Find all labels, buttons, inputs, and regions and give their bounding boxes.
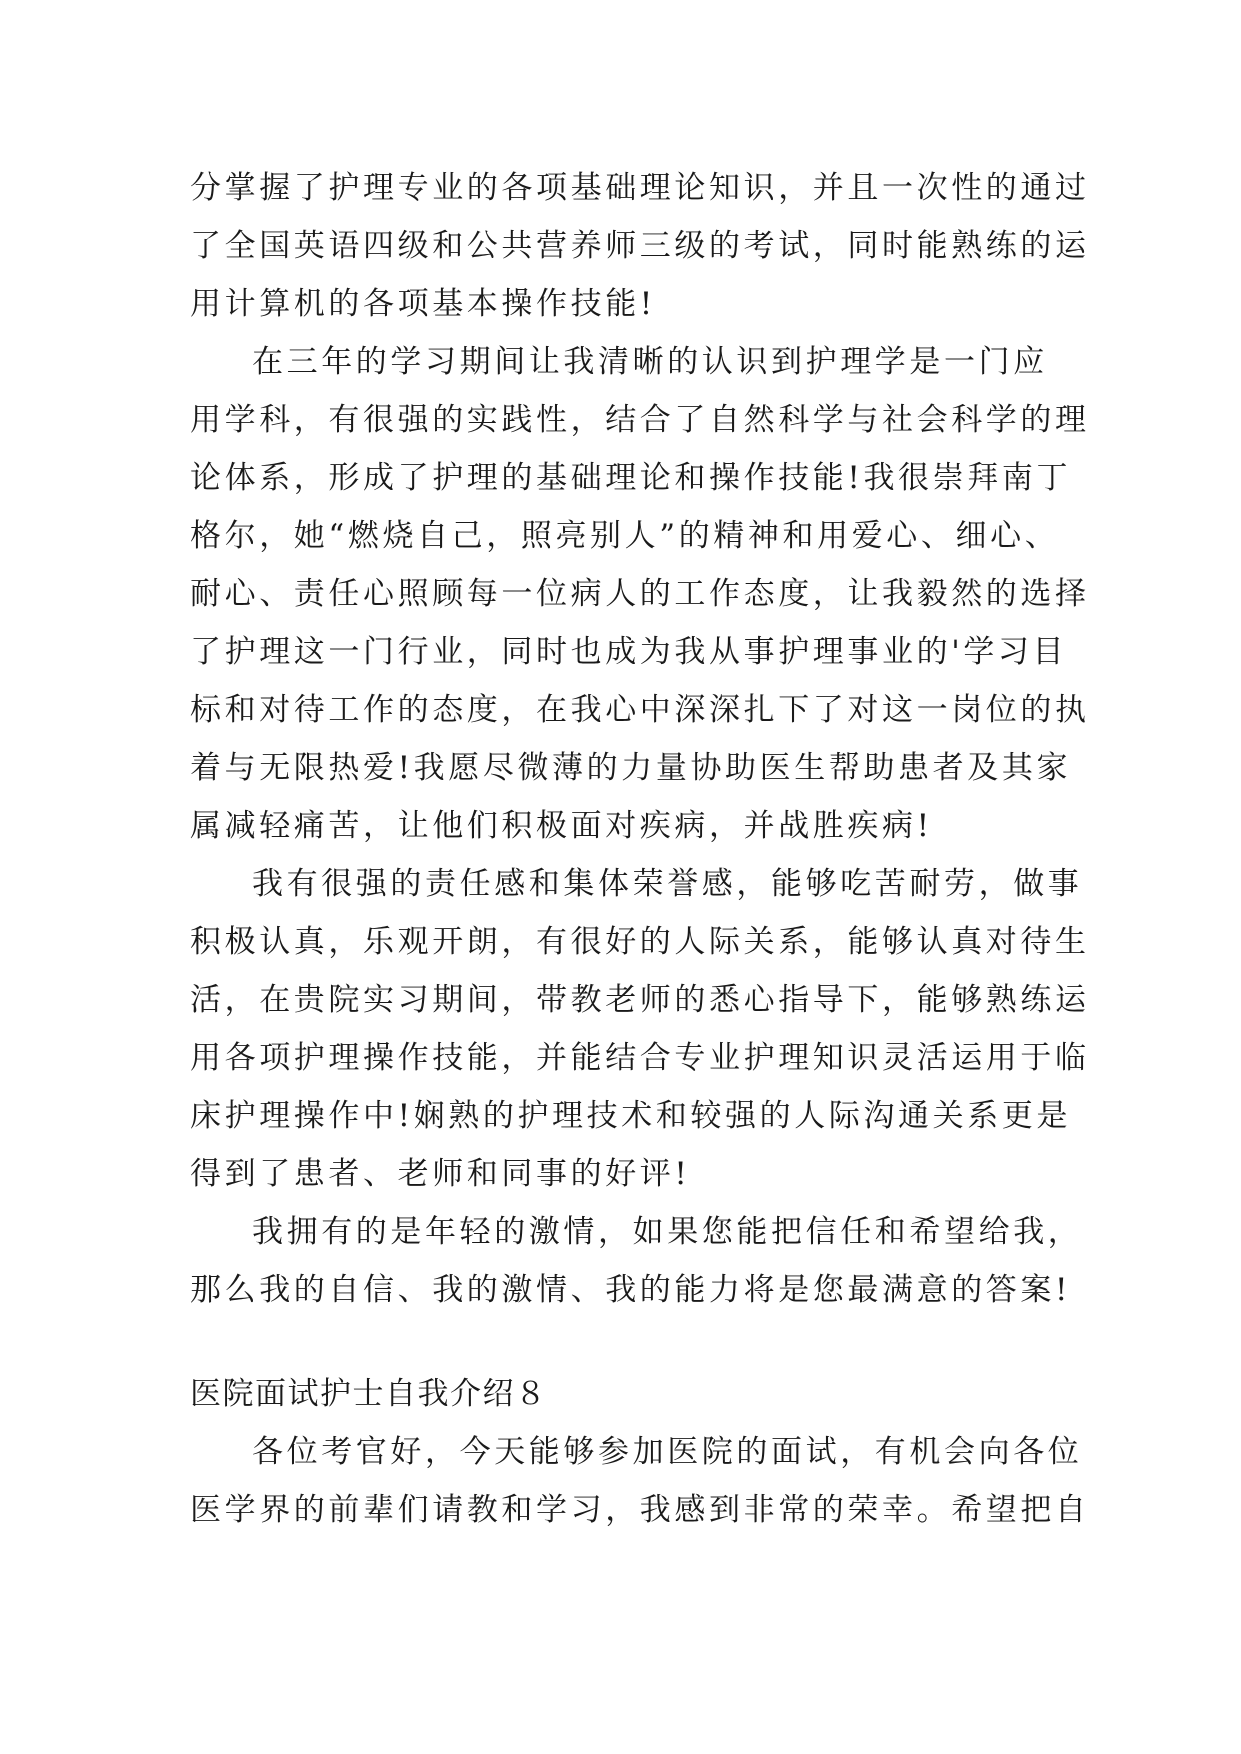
paragraph-line: 各位考官好，今天能够参加医院的面试，有机会向各位	[252, 1434, 1083, 1470]
paragraph-line: 标和对待工作的态度，在我心中深深扎下了对这一岗位的执	[190, 692, 1090, 728]
paragraph-line: 了全国英语四级和公共营养师三级的考试，同时能熟练的运	[190, 228, 1090, 264]
paragraph-line: 那么我的自信、我的激情、我的能力将是您最满意的答案!	[190, 1272, 1072, 1308]
paragraph-line: 积极认真，乐观开朗，有很好的人际关系，能够认真对待生	[190, 924, 1090, 960]
paragraph-line: 我拥有的是年轻的激情，如果您能把信任和希望给我，	[252, 1214, 1083, 1250]
paragraph-line: 格尔，她“燃烧自己，照亮别人”的精神和用爱心、细心、	[190, 518, 1060, 554]
paragraph-line: 床护理操作中!娴熟的护理技术和较强的人际沟通关系更是	[190, 1098, 1072, 1134]
paragraph-line: 用学科，有很强的实践性，结合了自然科学与社会科学的理	[190, 402, 1090, 438]
section-heading: 医院面试护士自我介绍８	[190, 1376, 548, 1412]
paragraph-line: 论体系，形成了护理的基础理论和操作技能!我很崇拜南丁	[190, 460, 1072, 496]
paragraph-line: 我有很强的责任感和集体荣誉感，能够吃苦耐劳，做事	[252, 866, 1083, 902]
paragraph-line: 活，在贵院实习期间，带教老师的悉心指导下，能够熟练运	[190, 982, 1090, 1018]
paragraph-line: 用各项护理操作技能，并能结合专业护理知识灵活运用于临	[190, 1040, 1090, 1076]
paragraph-line: 耐心、责任心照顾每一位病人的工作态度，让我毅然的选择	[190, 576, 1090, 612]
paragraph-line: 了护理这一门行业，同时也成为我从事护理事业的'学习目	[190, 634, 1068, 670]
paragraph-line: 着与无限热爱!我愿尽微薄的力量协助医生帮助患者及其家	[190, 750, 1072, 786]
paragraph-line: 用计算机的各项基本操作技能!	[190, 286, 656, 322]
paragraph-line: 医学界的前辈们请教和学习，我感到非常的荣幸。希望把自	[190, 1492, 1090, 1528]
paragraph-line: 在三年的学习期间让我清晰的认识到护理学是一门应	[252, 344, 1048, 380]
paragraph-line: 分掌握了护理专业的各项基础理论知识，并且一次性的通过	[190, 170, 1090, 206]
paragraph-line: 属减轻痛苦，让他们积极面对疾病，并战胜疾病!	[190, 808, 933, 844]
paragraph-line: 得到了患者、老师和同事的好评!	[190, 1156, 691, 1192]
